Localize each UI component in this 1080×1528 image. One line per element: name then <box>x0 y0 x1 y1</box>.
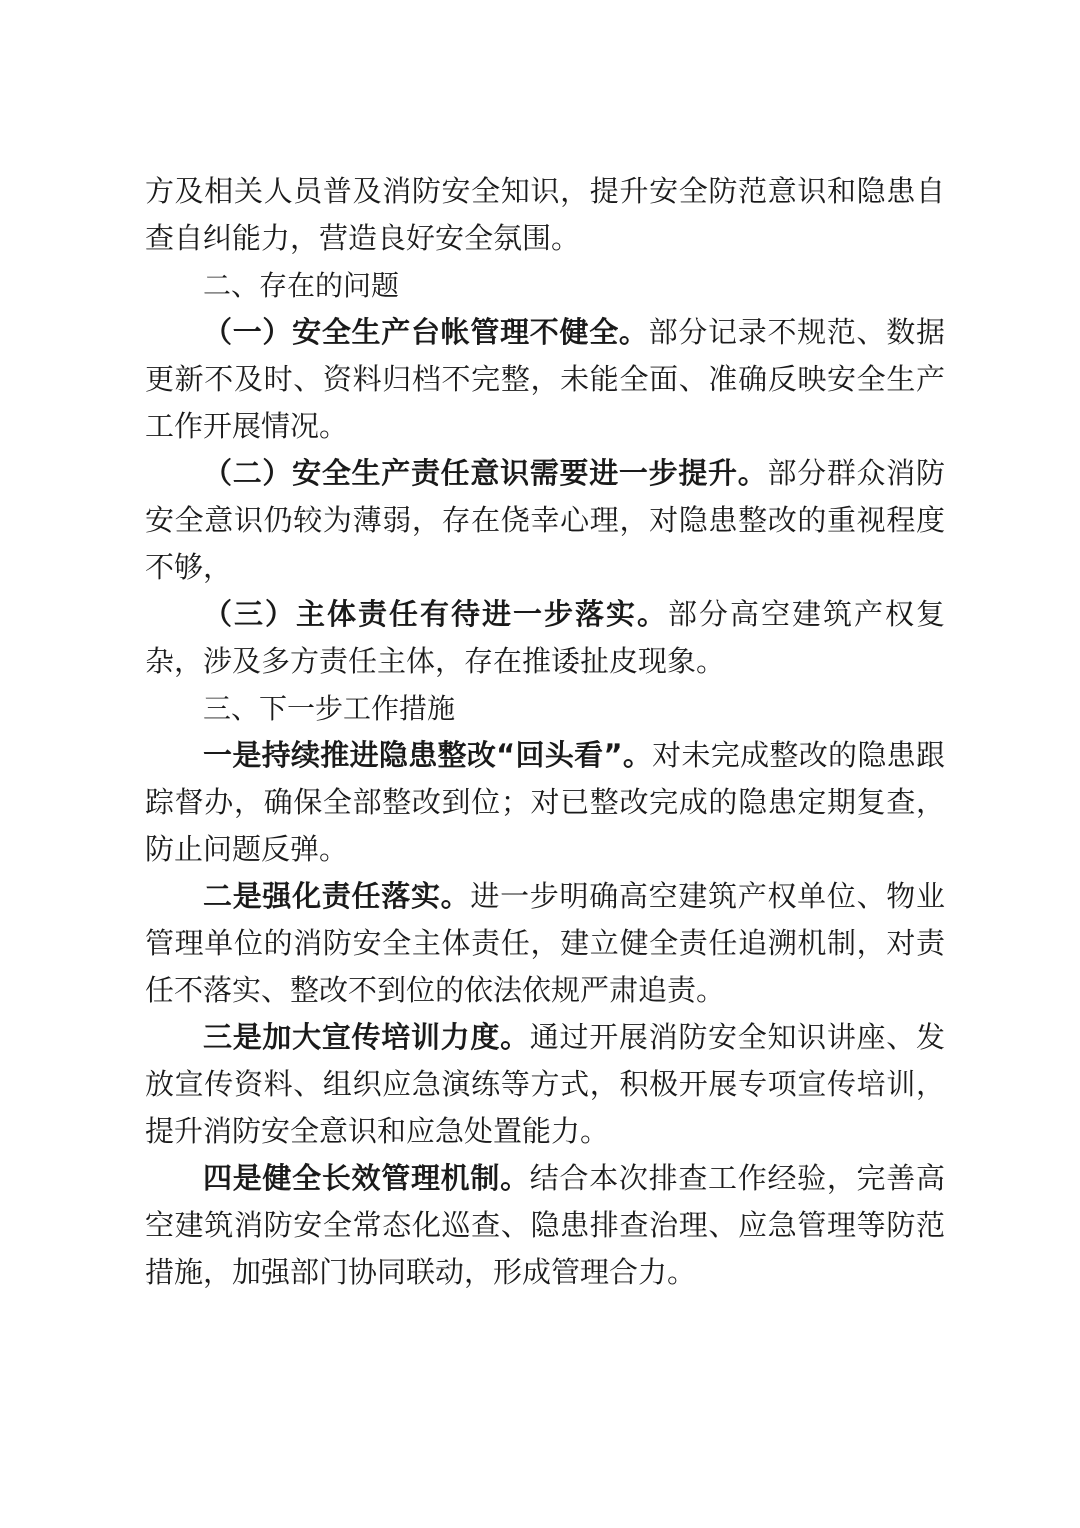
measure-item-2-lead: 二是强化责任落实。 <box>203 879 471 913</box>
problem-item-2-lead: （二）安全生产责任意识需要进一步提升。 <box>203 456 768 490</box>
problem-item-3-lead: （三）主体责任有待进一步落实。 <box>203 597 668 631</box>
measure-item-2-body: 进一步明确高空建筑产权单位、物业管理单位的消防安全主体责任，建立健全责任追溯机制，对责任不落实、整改不到位的依法依规严肃追责。 <box>145 879 945 1007</box>
paragraph-continuation: 方及相关人员普及消防安全知识，提升安全防范意识和隐患自查自纠能力，营造良好安全氛围。 <box>145 174 945 255</box>
problem-item-1-body: 部分记录不规范、数据更新不及时、资料归档不完整，未能全面、准确反映安全生产工作开展情况。 <box>145 315 945 443</box>
measure-item-3-lead: 三是加大宣传培训力度。 <box>203 1020 530 1054</box>
problem-item-2 <box>145 450 945 591</box>
document-page <box>145 168 945 1296</box>
measure-item-4-lead: 四是健全长效管理机制。 <box>203 1161 530 1195</box>
measure-item-1 <box>145 732 945 873</box>
problem-item-1 <box>145 309 945 450</box>
problem-item-3 <box>145 591 945 685</box>
problem-item-1-lead: （一）安全生产台帐管理不健全。 <box>203 315 649 349</box>
problem-item-2-body: 部分群众消防安全意识仍较为薄弱，存在侥幸心理，对隐患整改的重视程度不够， <box>145 456 945 584</box>
measure-item-3-body: 通过开展消防安全知识讲座、发放宣传资料、组织应急演练等方式，积极开展专项宣传培训，提升消防安全意识和应急处置能力。 <box>145 1020 945 1148</box>
problem-item-3-body: 部分高空建筑产权复杂，涉及多方责任主体，存在推诿扯皮现象。 <box>145 597 945 678</box>
section-heading-problems: 二、存在的问题 <box>203 269 400 302</box>
measure-item-4-body: 结合本次排查工作经验，完善高空建筑消防安全常态化巡查、隐患排查治理、应急管理等防范措施，加强部门协同联动，形成管理合力。 <box>145 1161 945 1289</box>
section-heading-next-steps: 三、下一步工作措施 <box>203 692 456 725</box>
measure-item-4 <box>145 1155 945 1296</box>
measure-item-1-lead: 一是持续推进隐患整改“回头看”。 <box>203 738 653 772</box>
measure-item-2 <box>145 873 945 1014</box>
measure-item-3 <box>145 1014 945 1155</box>
measure-item-1-body: 对未完成整改的隐患跟踪督办，确保全部整改到位；对已整改完成的隐患定期复查，防止问题反弹。 <box>145 738 945 866</box>
